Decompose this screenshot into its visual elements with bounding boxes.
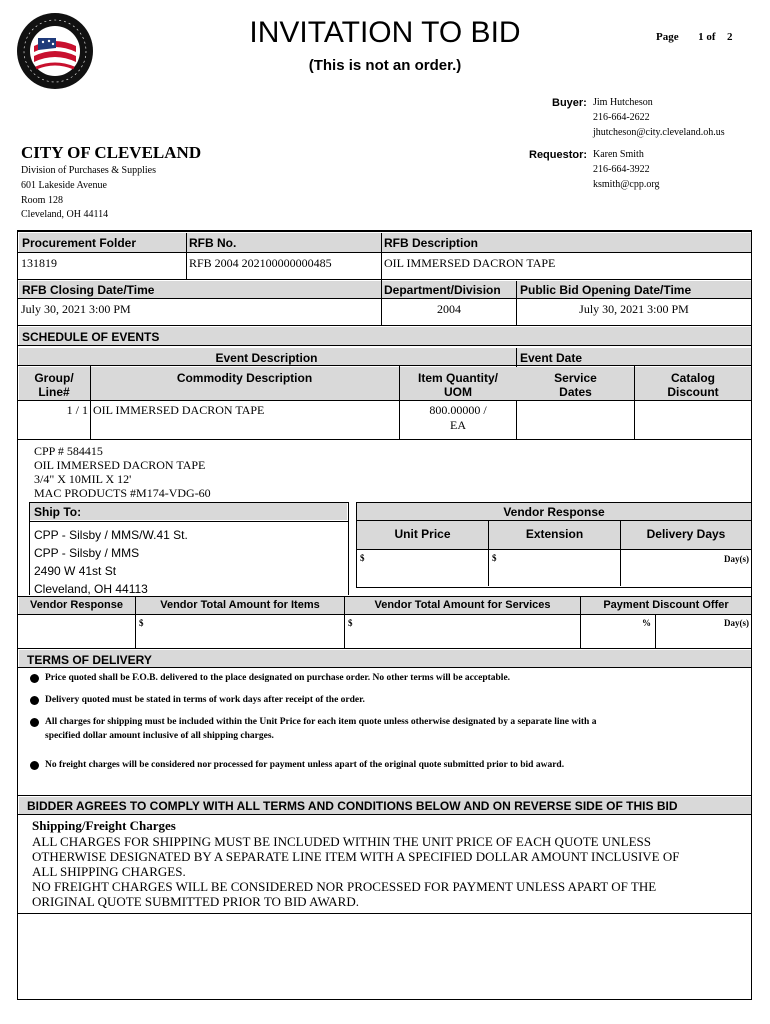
- event-description-label: Event Description: [215, 351, 318, 365]
- terms-item-3: All charges for shipping must be included within the Unit Price for each item quote unless otherwise designated by a separate line with a: [45, 717, 597, 727]
- requestor-name: Karen Smith: [593, 149, 644, 160]
- item-details: CPP # 584415 OIL IMMERSED DACRON TAPE 3/4" X 10MIL X 12' MAC PRODUCTS #M174-VDG-60: [34, 444, 211, 500]
- terms-item-4: No freight charges will be considered nor processed for payment unless apart of the original quote submitted prior to bid award.: [45, 760, 565, 770]
- delivery-days-label: Delivery Days: [646, 527, 726, 541]
- ship-to-address: CPP - Silsby / MMS/W.41 St. CPP - Silsby / MMS 2490 W 41st St Cleveland, OH 44113: [34, 528, 188, 596]
- discount-percent-input[interactable]: %: [642, 618, 651, 628]
- requestor-email[interactable]: ksmith@cpp.org: [593, 179, 660, 190]
- col-quantity-header: Item Quantity/ UOM: [417, 371, 498, 399]
- page-indicator: Page 1 of 2: [656, 31, 733, 43]
- discount-days-input[interactable]: Day(s): [724, 618, 749, 628]
- terms-item-3-cont: specified dollar amount inclusive of all shipping charges.: [45, 731, 274, 741]
- item-quantity: 800.00000 / EA: [429, 403, 487, 432]
- rfb-no-label: RFB No.: [189, 236, 237, 250]
- vendor-response-col-label: Vendor Response: [30, 599, 123, 611]
- terms-item-1: Price quoted shall be F.O.B. delivered to the place designated on purchase order. No other terms will be acceptable.: [45, 673, 511, 683]
- col-service-header: Service Dates: [554, 371, 597, 399]
- vendor-total-items-label: Vendor Total Amount for Items: [160, 599, 320, 611]
- bullet-icon: [30, 761, 39, 770]
- item-description: OIL IMMERSED DACRON TAPE: [93, 403, 265, 417]
- rfb-closing-label: RFB Closing Date/Time: [22, 283, 155, 297]
- vendor-response-label: Vendor Response: [503, 505, 605, 519]
- vendor-response-input[interactable]: [18, 615, 135, 648]
- unit-price-label: Unit Price: [394, 527, 451, 541]
- procurement-folder-value: 131819: [21, 256, 57, 270]
- extension-input[interactable]: $: [492, 553, 497, 563]
- city-name: CITY OF CLEVELAND: [21, 143, 202, 162]
- bullet-icon: [30, 696, 39, 705]
- city-room: Room 128: [21, 195, 63, 206]
- rfb-no-value: RFB 2004 202100000000485: [189, 256, 332, 270]
- buyer-name: Jim Hutcheson: [593, 97, 653, 108]
- agree-title: BIDDER AGREES TO COMPLY WITH ALL TERMS AND CONDITIONS BELOW AND ON REVERSE SIDE OF THIS BID: [27, 799, 678, 813]
- city-dept: Division of Purchases & Supplies: [21, 165, 156, 176]
- bid-opening-value: July 30, 2021 3:00 PM: [579, 302, 689, 316]
- terms-item-2: Delivery quoted must be stated in terms of work days after receipt of the order.: [45, 695, 365, 705]
- ship-to-label: Ship To:: [34, 505, 82, 519]
- bid-opening-label: Public Bid Opening Date/Time: [520, 283, 692, 297]
- item-line-number: 1 / 1: [66, 403, 88, 417]
- col-catalog-header: Catalog Discount: [667, 371, 719, 399]
- table-top-border: [17, 230, 752, 232]
- rfb-description-label: RFB Description: [384, 236, 479, 250]
- buyer-label: Buyer:: [552, 97, 587, 109]
- schedule-title: SCHEDULE OF EVENTS: [22, 330, 160, 344]
- col-group-header: Group/ Line#: [34, 371, 74, 399]
- city-seal-logo: [16, 12, 94, 90]
- event-date-label: Event Date: [520, 351, 583, 365]
- procurement-folder-label: Procurement Folder: [22, 236, 137, 250]
- requestor-label: Requestor:: [529, 149, 588, 161]
- city-citystate: Cleveland, OH 44114: [21, 209, 109, 220]
- extension-label: Extension: [525, 527, 584, 541]
- document-title: INVITATION TO BID: [249, 16, 521, 49]
- rfb-description-value: OIL IMMERSED DACRON TAPE: [384, 256, 556, 270]
- document-subtitle: (This is not an order.): [308, 57, 462, 74]
- buyer-email[interactable]: jhutcheson@city.cleveland.oh.us: [593, 127, 725, 138]
- shipping-freight-heading: Shipping/Freight Charges: [32, 818, 176, 833]
- department-label: Department/Division: [384, 283, 501, 297]
- city-street: 601 Lakeside Avenue: [21, 180, 107, 191]
- payment-discount-label: Payment Discount Offer: [603, 599, 729, 611]
- col-commodity-header: Commodity Description: [176, 371, 313, 385]
- bullet-icon: [30, 718, 39, 727]
- department-value: 2004: [437, 302, 461, 316]
- vendor-total-services-input[interactable]: $: [348, 618, 353, 628]
- vendor-total-services-label: Vendor Total Amount for Services: [374, 599, 551, 611]
- rfb-closing-value: July 30, 2021 3:00 PM: [21, 302, 131, 316]
- vendor-total-items-input[interactable]: $: [139, 618, 144, 628]
- unit-price-input[interactable]: $: [360, 553, 365, 563]
- delivery-days-input[interactable]: Day(s): [724, 554, 749, 564]
- terms-title: TERMS OF DELIVERY: [27, 653, 152, 667]
- shipping-freight-text: ALL CHARGES FOR SHIPPING MUST BE INCLUDED WITHIN THE UNIT PRICE OF EACH QUOTE UNLESS OTHERWISE DESIGNATED BY A SEPARATE LINE ITEM WITH A SPECIFIED DOLLAR AMOUNT INCLUSIVE OF ALL SHIPPING CHARGES. NO FREIGHT CHARGES WILL BE CONSIDERED NOR PROCESSED FOR PAYMENT UNLESS APART OF THE ORIGINAL QUOTE SUBMITTED PRIOR TO BID AWARD.: [32, 834, 680, 909]
- buyer-phone: 216-664-2622: [593, 112, 650, 123]
- seal-icon: [16, 12, 94, 90]
- bullet-icon: [30, 674, 39, 683]
- requestor-phone: 216-664-3922: [593, 164, 650, 175]
